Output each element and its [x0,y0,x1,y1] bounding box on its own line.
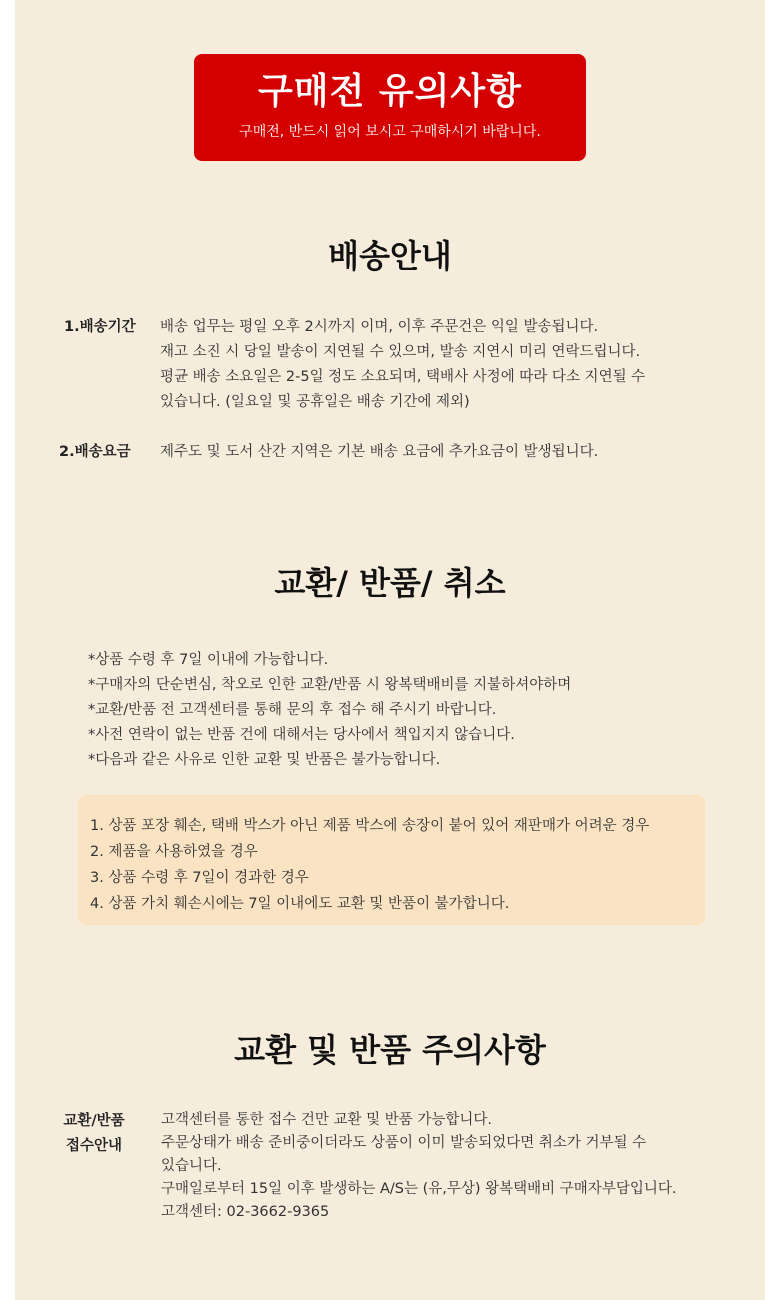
banner-title: 구매전 유의사항 [258,71,522,112]
shipping-period-text [160,315,645,415]
shipping-heading: 배송안내 [328,237,452,275]
text-line: 배송 업무는 평일 오후 2시까지 이며, 이후 주문건은 익일 발송됩니다. [160,319,599,335]
condition-item: 3. 상품 수령 후 7일이 경과한 경우 [90,870,309,886]
caution-label-line: 교환/반품 [63,1113,125,1129]
non-returnable-box [78,795,705,925]
text-line: 주문상태가 배송 준비중이더라도 상품이 이미 발송되었다면 취소가 거부될 수 [161,1135,647,1151]
caution-label-line: 접수안내 [65,1138,123,1154]
non-returnable-list [90,813,649,917]
text-line: 고객센터를 통한 접수 건만 교환 및 반품 가능합니다. [161,1112,493,1128]
text-line: 재고 소진 시 당일 발송이 지연될 수 있으며, 발송 지연시 미리 연락드립니다. [160,344,641,360]
caution-label [54,1109,134,1159]
condition-item: 2. 제품을 사용하였을 경우 [90,844,258,860]
note-item: *다음과 같은 사유로 인한 교환 및 반품은 불가능합니다. [88,752,441,768]
text-line: 제주도 및 도서 산간 지역은 기본 배송 요금에 추가요금이 발생됩니다. [160,444,599,460]
customer-center-phone: 고객센터: 02-3662-9365 [161,1204,330,1220]
text-line: 있습니다. (일요일 및 공휴일은 배송 기간에 제외) [160,394,470,410]
exchange-heading: 교환/ 반품/ 취소 [274,564,506,602]
condition-item: 4. 상품 가치 훼손시에는 7일 이내에도 교환 및 반품이 불가합니다. [90,896,510,912]
note-item: *교환/반품 전 고객센터를 통해 문의 후 접수 해 주시기 바랍니다. [88,702,497,718]
shipping-fee-label: 2.배송요금 [59,444,131,460]
note-item: *사전 연락이 없는 반품 건에 대해서는 당사에서 책입지지 않습니다. [88,727,515,743]
notice-banner [194,54,586,161]
notice-page [15,0,765,1300]
exchange-notes [88,648,571,773]
condition-item: 1. 상품 포장 훼손, 택배 박스가 아닌 제품 박스에 송장이 붙어 있어 재판매가 어려운 경우 [90,818,650,834]
text-line: 구매일로부터 15일 이후 발생하는 A/S는 (유,무상) 왕복택배비 구매자부담입니다. [161,1181,677,1197]
shipping-fee-text [160,440,598,465]
banner-subtitle: 구매전, 반드시 읽어 보시고 구매하시기 바랍니다. [239,124,541,140]
text-line: 있습니다. [161,1158,222,1174]
shipping-period-label: 1.배송기간 [64,319,136,335]
caution-text [161,1109,676,1224]
caution-heading: 교환 및 반품 주의사항 [234,1031,546,1069]
note-item: *구매자의 단순변심, 착오로 인한 교환/반품 시 왕복택배비를 지불하셔야하며 [88,677,572,693]
note-item: *상품 수령 후 7일 이내에 가능합니다. [88,652,329,668]
text-line: 평균 배송 소요일은 2-5일 정도 소요되며, 택배사 사정에 따라 다소 지연될 수 [160,369,646,385]
